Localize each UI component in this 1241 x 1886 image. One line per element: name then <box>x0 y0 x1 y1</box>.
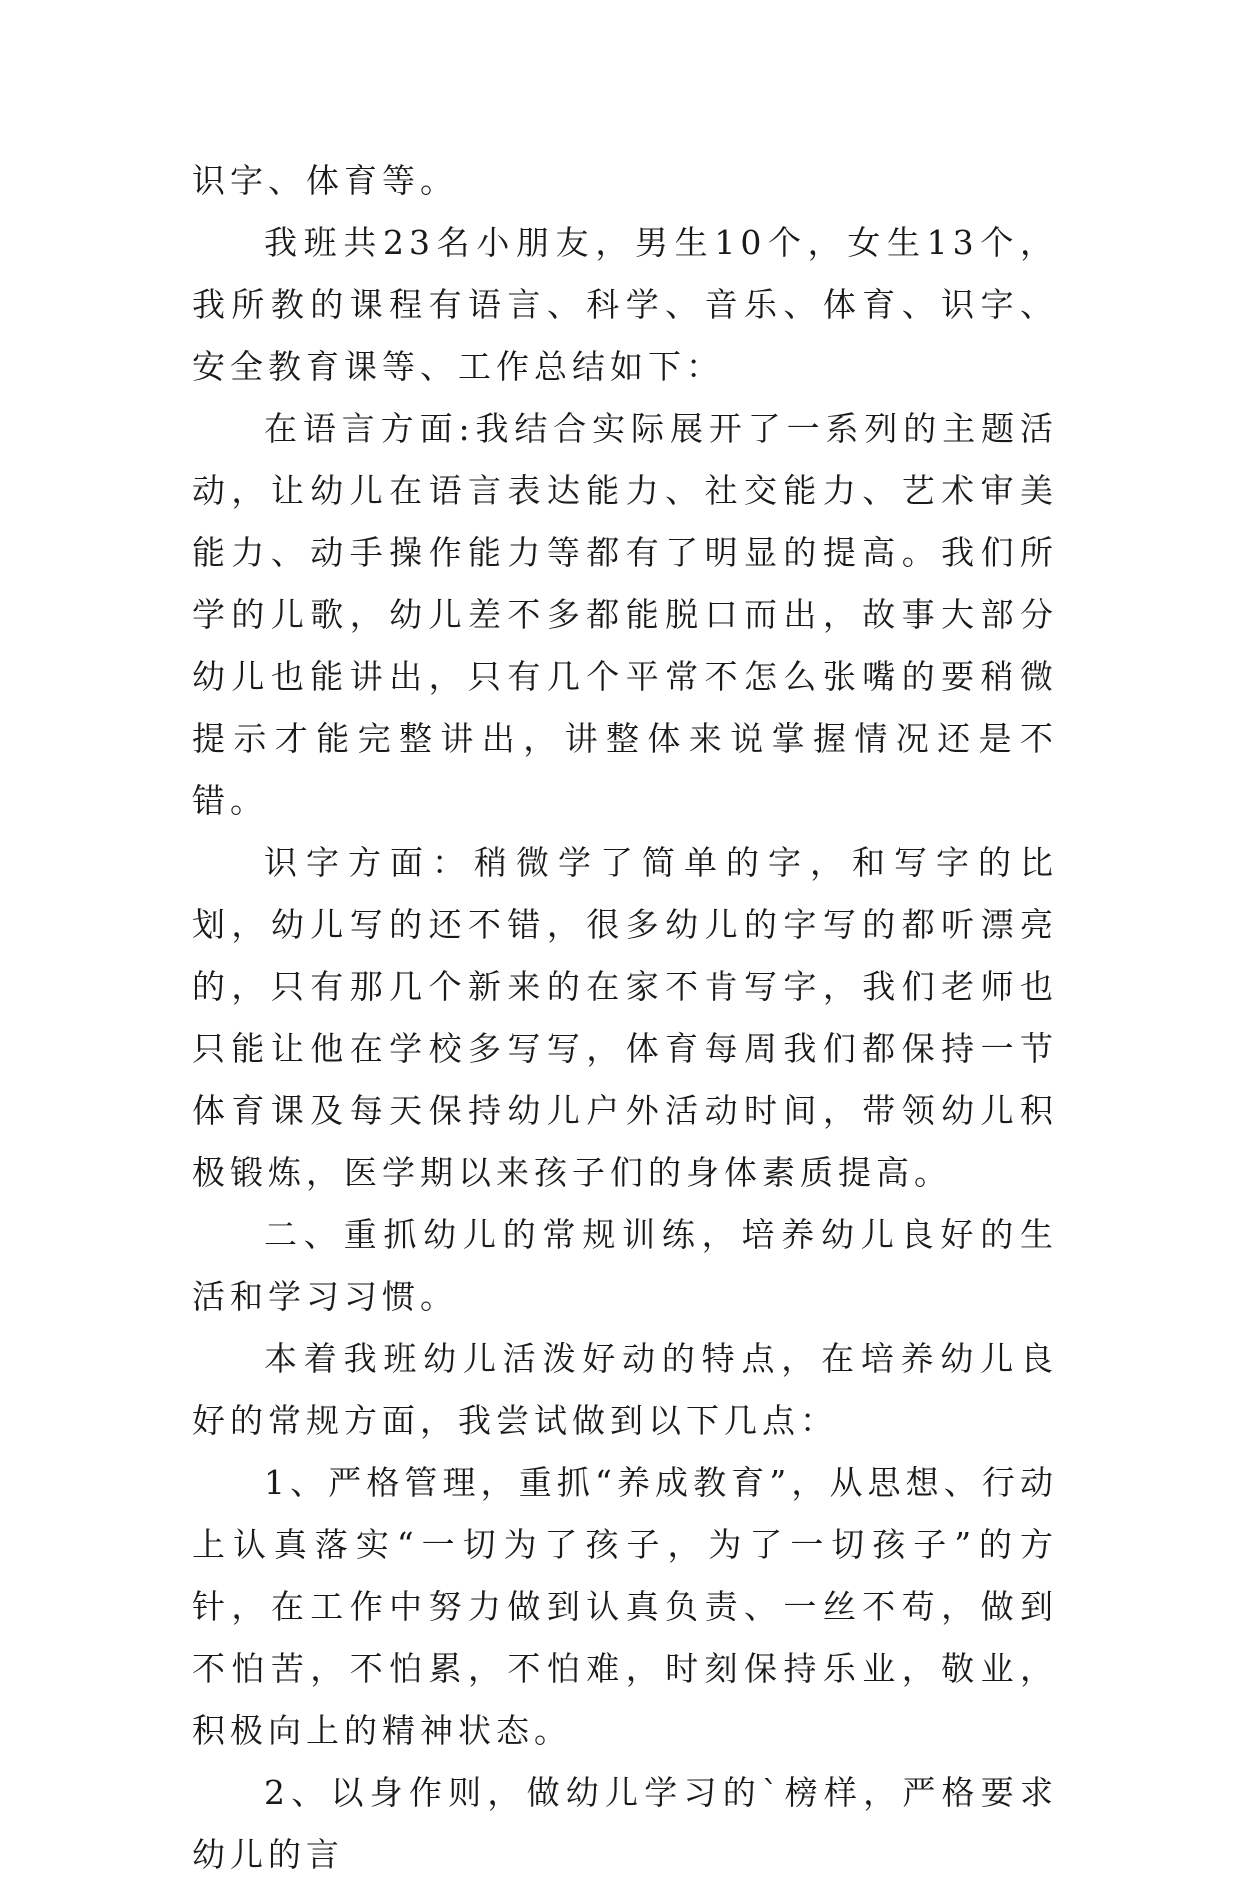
paragraph: 我班共23名小朋友，男生10个，女生13个，我所教的课程有语言、科学、音乐、体育、识字、安全教育课等、工作总结如下： <box>192 223 1058 386</box>
paragraph: 识字、体育等。 <box>192 161 458 200</box>
section-heading: 二、重抓幼儿的常规训练，培养幼儿良好的生活和学习习惯。 <box>192 1215 1058 1316</box>
document-body <box>192 150 1058 1886</box>
paragraph: 本着我班幼儿活泼好动的特点，在培养幼儿良好的常规方面，我尝试做到以下几点： <box>192 1339 1058 1440</box>
paragraph: 识字方面：稍微学了简单的字，和写字的比划，幼儿写的还不错，很多幼儿的字写的都听漂亮的，只有那几个新来的在家不肯写字，我们老师也只能让他在学校多写写，体育每周我们都保持一节体育课及每天保持幼儿户外活动时间，带领幼儿积极锻炼，医学期以来孩子们的身体素质提高。 <box>192 843 1058 1192</box>
list-item: 2、以身作则，做幼儿学习的`榜样，严格要求幼儿的言 <box>192 1773 1058 1874</box>
paragraph: 在语言方面:我结合实际展开了一系列的主题活动，让幼儿在语言表达能力、社交能力、艺术审美能力、动手操作能力等都有了明显的提高。我们所学的儿歌，幼儿差不多都能脱口而出，故事大部分幼儿也能讲出，只有几个平常不怎么张嘴的要稍微提示才能完整讲出，讲整体来说掌握情况还是不错。 <box>192 409 1058 820</box>
list-item: 1、严格管理，重抓“养成教育”，从思想、行动上认真落实“一切为了孩子，为了一切孩子”的方针，在工作中努力做到认真负责、一丝不苟，做到不怕苦，不怕累，不怕难，时刻保持乐业，敬业，积极向上的精神状态。 <box>192 1463 1058 1750</box>
